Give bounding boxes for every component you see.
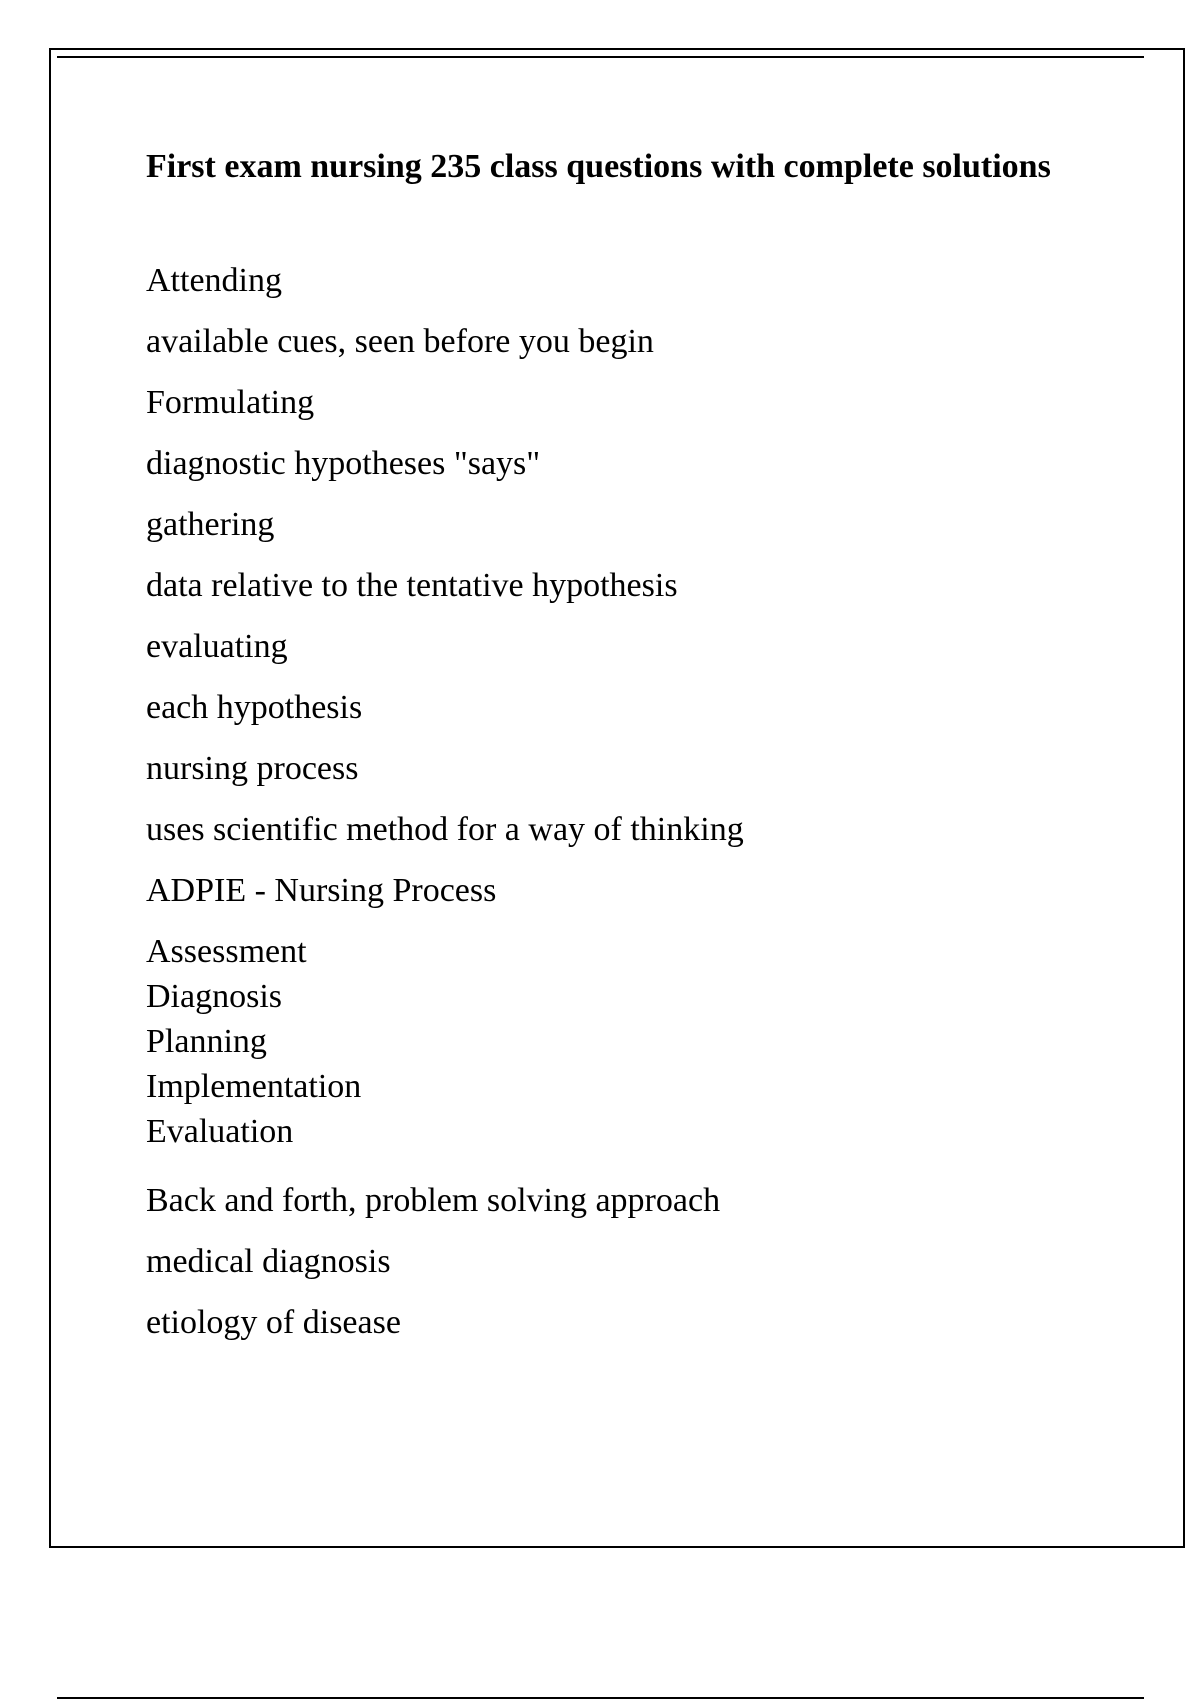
entry-definition: available cues, seen before you begin [146,323,654,360]
entry-definition: data relative to the tentative hypothesis [146,567,678,604]
entry-definition: Back and forth, problem solving approach [146,1182,721,1219]
adpie-step: Implementation [146,1068,362,1105]
entry-definition: uses scientific method for a way of thinking [146,811,744,848]
entry-list [146,258,1106,1346]
adpie-steps [146,929,1106,1154]
adpie-step: Assessment [146,933,307,970]
entry-definition: diagnostic hypotheses "says" [146,445,541,482]
entry-term: ADPIE - Nursing Process [146,872,497,909]
bottom-rule [57,1697,1144,1699]
document-title: First exam nursing 235 class questions with complete solutions [146,148,1051,185]
adpie-step: Diagnosis [146,978,282,1015]
top-rule [57,56,1144,58]
entry-term: evaluating [146,628,288,665]
entry-term: nursing process [146,750,359,787]
entry-term: Formulating [146,384,315,421]
entry-term: Attending [146,262,282,299]
entry-term: medical diagnosis [146,1243,391,1280]
entry-definition: each hypothesis [146,689,363,726]
entry-term: gathering [146,506,275,543]
document-content [146,144,1106,1361]
adpie-step: Planning [146,1023,267,1060]
entry-definition: etiology of disease [146,1304,401,1341]
adpie-step: Evaluation [146,1113,294,1150]
